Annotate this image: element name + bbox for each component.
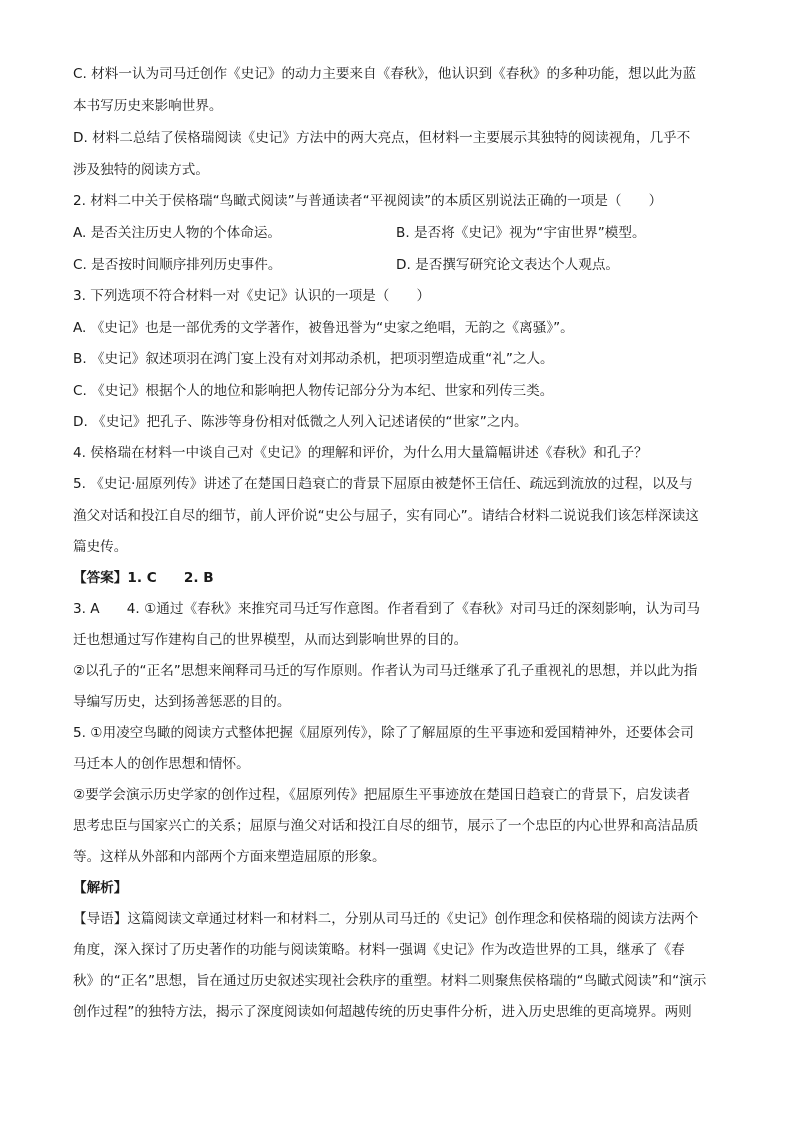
answer-4-point-2-line-2: 导编写历史，达到扬善惩恶的目的。 xyxy=(73,694,291,710)
q2-option-a: A. 是否关注历史人物的个体命运。 xyxy=(73,225,282,241)
option-d-line-1: D. 材料二总结了侯格瑞阅读《史记》方法中的两大亮点，但材料一主要展示其独特的阅读视角，几乎不 xyxy=(73,130,691,146)
question-5-line-3: 篇史传。 xyxy=(73,539,128,555)
question-5-line-1: 5. 《史记·屈原列传》讲述了在楚国日趋衰亡的背景下屈原由被楚怀王信任、疏远到流放的过程，以及与 xyxy=(73,476,693,492)
intro-line-4: 创作过程”的独特方法，揭示了深度阅读如何超越传统的历史事件分析，进入历史思维的更高境界。两则 xyxy=(73,1004,692,1020)
q2-option-d: D. 是否撰写研究论文表达个人观点。 xyxy=(396,257,620,273)
q3-option-d: D. 《史记》把孔子、陈涉等身份相对低微之人列入记述诸侯的“世家”之内。 xyxy=(73,414,528,430)
answer-5-line-2: 马迁本人的创作思想和情怀。 xyxy=(73,756,250,772)
answer-5-line-1: 5. ①用凌空鸟瞰的阅读方式整体把握《屈原列传》，除了了解屈原的生平事迹和爱国精神外，还要体会司 xyxy=(73,725,694,741)
option-d-line-2: 涉及独特的阅读方式。 xyxy=(73,162,209,178)
intro-line-2: 角度，深入探讨了历史著作的功能与阅读策略。材料一强调《史记》作为改造世界的工具，继承了《春 xyxy=(73,942,685,958)
intro-line-1: 【导语】这篇阅读文章通过材料一和材料二，分别从司马迁的《史记》创作理念和侯格瑞的阅读方法两个 xyxy=(73,911,699,927)
answer-4-line-2: 迁也想通过写作建构自己的世界模型，从而达到影响世界的目的。 xyxy=(73,632,468,648)
question-5-line-2: 渔父对话和投江自尽的细节，前人评价说“史公与屈子，实有同心”。请结合材料二说说我们该怎样深读这 xyxy=(73,508,699,524)
question-3: 3. 下列选项不符合材料一对《史记》认识的一项是（ ） xyxy=(73,288,431,304)
answer-5-point-2-line-3: 等。这样从外部和内部两个方面来塑造屈原的形象。 xyxy=(73,849,386,865)
q2-option-c: C. 是否按时间顺序排列历史事件。 xyxy=(73,257,282,273)
question-4: 4. 侯格瑞在材料一中谈自己对《史记》的理解和评价，为什么用大量篇幅讲述《春秋》和孔子？ xyxy=(73,445,648,461)
q3-option-b: B. 《史记》叙述项羽在鸿门宴上没有对刘邦动杀机，把项羽塑造成重“礼”之人。 xyxy=(73,351,554,367)
answer-heading: 【答案】1. C 2. B xyxy=(73,570,214,586)
answer-3-4-line-1: 3. A 4. ①通过《春秋》来推究司马迁写作意图。作者看到了《春秋》对司马迁的深刻影响，认为司马 xyxy=(73,601,701,617)
option-c-line-1: C. 材料一认为司马迁创作《史记》的动力主要来自《春秋》，他认识到《春秋》的多种功能，想以此为蓝 xyxy=(73,66,697,82)
analysis-heading: 【解析】 xyxy=(73,880,128,896)
answer-4-point-2-line-1: ②以孔子的“正名”思想来阐释司马迁的写作原则。作者认为司马迁继承了孔子重视礼的思想，并以此为指 xyxy=(73,663,698,679)
q3-option-a: A. 《史记》也是一部优秀的文学著作，被鲁迅誉为“史家之绝唱，无韵之《离骚》”。 xyxy=(73,320,574,336)
answer-5-point-2-line-2: 思考忠臣与国家兴亡的关系；屈原与渔父对话和投江自尽的细节，展示了一个忠臣的内心世界和高洁品质 xyxy=(73,818,699,834)
option-c-line-2: 本书写历史来影响世界。 xyxy=(73,98,223,114)
intro-line-3: 秋》的“正名”思想，旨在通过历史叙述实现社会秩序的重塑。材料二则聚焦侯格瑞的“鸟瞰式阅读”和“演示 xyxy=(73,973,707,989)
q2-option-b: B. 是否将《史记》视为“宇宙世界”模型。 xyxy=(396,225,646,241)
question-2: 2. 材料二中关于侯格瑞“鸟瞰式阅读”与普通读者“平视阅读”的本质区别说法正确的一项是（ ） xyxy=(73,193,663,209)
answer-5-point-2-line-1: ②要学会演示历史学家的创作过程，《屈原列传》把屈原生平事迹放在楚国日趋衰亡的背景下，启发读者 xyxy=(73,787,691,803)
q3-option-c: C. 《史记》根据个人的地位和影响把人物传记部分分为本纪、世家和列传三类。 xyxy=(73,383,554,399)
